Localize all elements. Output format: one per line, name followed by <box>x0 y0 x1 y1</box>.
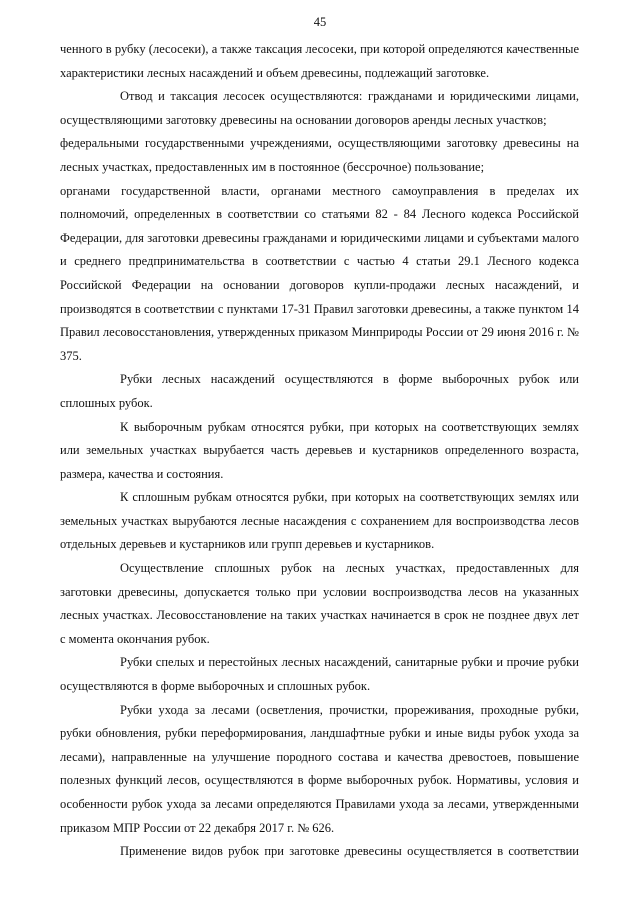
paragraph: Отвод и таксация лесосек осуществляются: гражданами и юридическими лицами, осуществляющими заготовку древесины на основании договоров аренды лесных участков; <box>60 89 579 127</box>
paragraph: К выборочным рубкам относятся рубки, при которых на соответствующих землях или земельных участках вырубается часть деревьев и кустарников определенного возраста, размера, качества и состояния. <box>60 419 579 481</box>
page-number: 45 <box>313 15 327 29</box>
paragraph: федеральными государственными учреждениями, осуществляющими заготовку древесины на лесных участках, предоставленных им в постоянное (бессрочное) пользование; <box>60 136 579 174</box>
paragraph: Рубки спелых и перестойных лесных насаждений, санитарные рубки и прочие рубки осуществляются в форме выборочных и сплошных рубок. <box>60 655 579 694</box>
paragraph: К сплошным рубкам относятся рубки, при которых на соответствующих землях или земельных участках вырубаются лесные насаждения с сохранением для воспроизводства лесов отдельных деревьев и кустарников или групп деревьев и кустарников. <box>60 490 579 552</box>
paragraph: ченного в рубку (лесосеки), а также таксация лесосеки, при которой определяются качественные характеристики лесных насаждений и объем древесины, подлежащий заготовке. <box>60 42 579 80</box>
document-body <box>60 38 579 864</box>
paragraph: Рубки ухода за лесами (осветления, прочистки, прореживания, проходные рубки, рубки обновления, рубки переформирования, ландшафтные рубки и иные виды рубок ухода за лесами), направленные на улучшение породного состава и качества древостоев, повышение полезных функций лесов, осуществляются в форме выборочных рубок. Нормативы, условия и особенности рубок ухода за лесами определяются Правилами ухода за лесами, утвержденными приказом МПР России от 22 декабря 2017 г. № 626. <box>60 702 579 835</box>
paragraph: органами государственной власти, органами местного самоуправления в пределах их полномочий, определенных в соответствии со статьями 82 - 84 Лесного кодекса Российской Федерации, для заготовки древесины гражданами и юридическими лицами и субъектами малого и среднего предпринимательства в соответствии с частью 4 статьи 29.1 Лесного кодекса Российской Федерации на основании договоров купли-продажи лесных насаждений, и производятся в соответствии с пунктами 17-31 Правил заготовки древесины, а также пунктом 14 Правил лесовосстановления, утвержденных приказом Минприроды России от 29 июня 2016 г. № 375. <box>60 183 579 363</box>
paragraph: Применение видов рубок при заготовке древесины осуществляется в соответствии <box>120 844 579 859</box>
paragraph: Рубки лесных насаждений осуществляются в форме выборочных рубок или сплошных рубок. <box>60 372 579 410</box>
paragraph: Осуществление сплошных рубок на лесных участках, предоставленных для заготовки древесины, допускается только при условии воспроизводства лесов на указанных лесных участках. Лесовосстановление на таких участках начинается в срок не позднее двух лет с момента окончания рубок. <box>60 561 579 646</box>
